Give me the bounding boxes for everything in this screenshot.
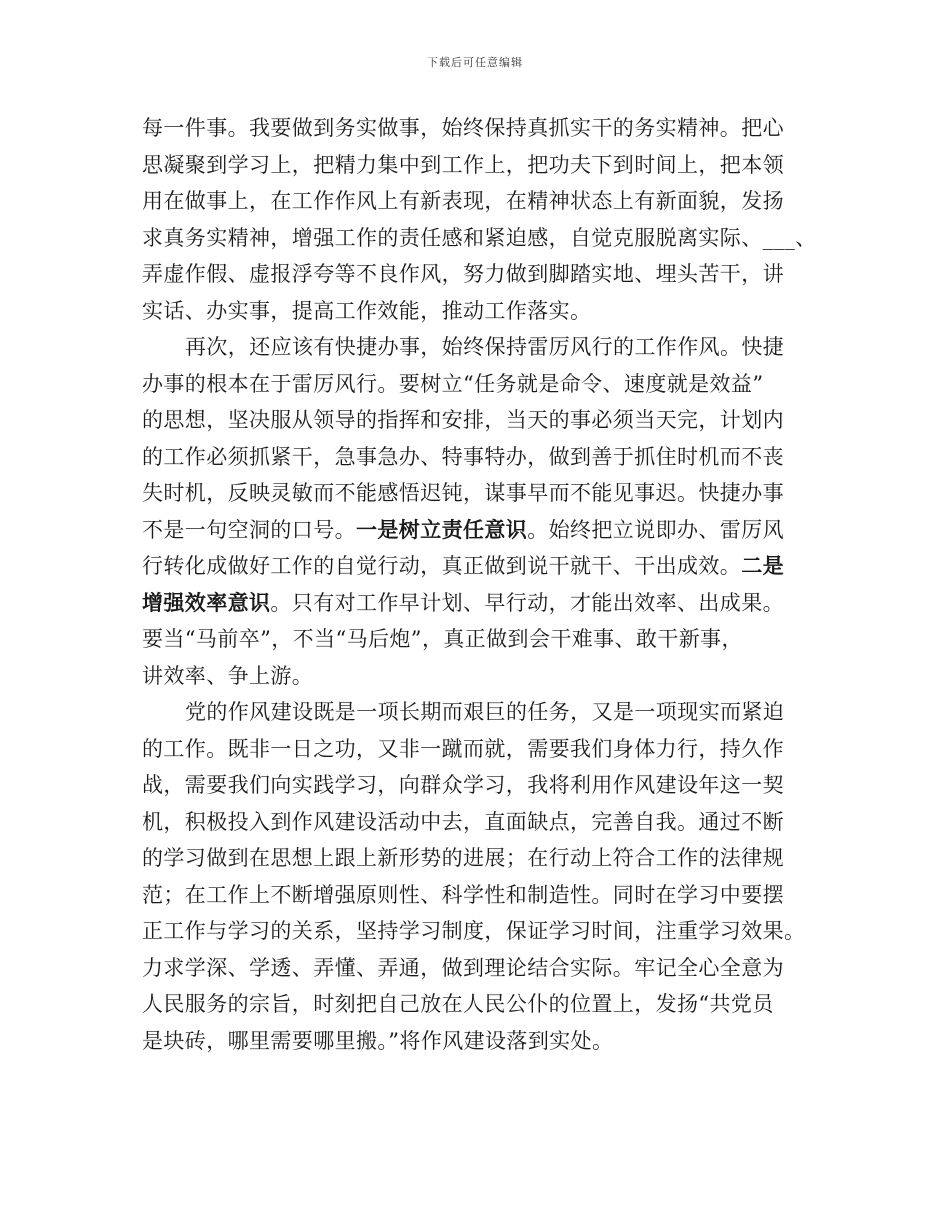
text-run: 行转化成做好工作的自觉行动，真正做到说干就干、干出成效。 — [142, 554, 742, 578]
text-line — [142, 1023, 814, 1060]
body-text — [142, 110, 817, 1059]
text-run: 是块砖，哪里需要哪里搬。”将作风建设落到实处。 — [142, 1028, 614, 1053]
text-line — [142, 402, 814, 439]
text-run: 的工作。既非一日之功，又非一蹴而就，需要我们身体力行，持久作 — [142, 736, 784, 761]
text-line — [142, 804, 814, 841]
bold-text-run: 一是树立责任意识 — [356, 516, 528, 542]
text-run: 求真务实精神，增强工作的责任感和紧迫感，自觉克服脱离实际、___、 — [142, 225, 817, 250]
text-run: 每一件事。我要做到务实做事，始终保持真抓实干的务实精神。把心 — [142, 116, 784, 140]
text-line — [142, 986, 814, 1023]
text-line — [142, 183, 814, 220]
text-line — [142, 621, 814, 658]
bold-text-run: 二是 — [741, 553, 785, 578]
text-line — [142, 658, 814, 695]
text-line — [142, 512, 814, 549]
text-line — [142, 475, 814, 512]
text-run: 要当“马前卒”，不当“马后炮”，真正做到会干难事、敢干新事， — [142, 627, 743, 651]
text-run: 不是一句空洞的口号。 — [142, 517, 356, 542]
text-run: 实话、办实事，提高工作效能，推动工作落实。 — [142, 298, 592, 323]
text-run: 办事的根本在于雷厉风行。要树立“任务就是命令、速度就是效益” — [142, 371, 764, 396]
text-line — [142, 256, 814, 293]
text-line — [142, 767, 814, 804]
text-run: 再次，还应该有快捷办事，始终保持雷厉风行的工作作风。快捷 — [185, 335, 785, 359]
text-run: 用在做事上，在工作作风上有新表现，在精神状态上有新面貌，发扬 — [142, 189, 784, 213]
text-line — [142, 731, 814, 768]
text-run: 机，积极投入到作风建设活动中去，直面缺点，完善自我。通过不断 — [142, 809, 784, 834]
text-run: 讲效率、争上游。 — [142, 663, 314, 688]
text-line — [142, 694, 814, 731]
text-run: 力求学深、学透、弄懂、弄通，做到理论结合实际。牢记全心全意为 — [142, 955, 784, 980]
text-run: 正工作与学习的关系，坚持学习制度，保证学习时间，注重学习效果。 — [142, 919, 806, 943]
text-run: 战，需要我们向实践学习，向群众学习，我将利用作风建设年这一契 — [142, 773, 784, 797]
bold-text-run: 增强效率意识 — [142, 589, 271, 615]
text-run: 的思想，坚决服从领导的指挥和安排，当天的事必须当天完，计划内 — [142, 408, 784, 432]
text-line — [142, 548, 814, 585]
text-run: 。只有对工作早计划、早行动，才能出效率、出成果。 — [270, 590, 785, 615]
text-line — [142, 439, 814, 476]
text-run: 党的作风建设既是一项长期而艰巨的任务，又是一项现实而紧迫 — [185, 700, 785, 724]
text-line — [142, 585, 814, 622]
text-run: 弄虚作假、虚报浮夸等不良作风，努力做到脚踏实地、埋头苦干，讲 — [142, 262, 784, 286]
page-header: 下载后可任意编辑 — [427, 56, 523, 69]
text-line — [142, 366, 814, 403]
text-line — [142, 329, 814, 366]
text-line — [142, 293, 814, 330]
text-line — [142, 220, 817, 257]
text-line — [142, 840, 814, 877]
text-line — [142, 913, 814, 950]
text-run: 的工作必须抓紧干，急事急办、特事特办，做到善于抓住时机而不丧 — [142, 444, 784, 469]
text-line — [142, 877, 814, 914]
text-run: 范；在工作上不断增强原则性、科学性和制造性。同时在学习中要摆 — [142, 882, 784, 907]
text-run: 的学习做到在思想上跟上新形势的进展；在行动上符合工作的法律规 — [142, 846, 784, 870]
text-run: 。始终把立说即办、雷厉风 — [527, 517, 785, 542]
text-run: 失时机，反映灵敏而不能感悟迟钝，谋事早而不能见事迟。快捷办事 — [142, 481, 784, 505]
text-line — [142, 110, 814, 147]
text-line — [142, 950, 814, 987]
text-run: 思凝聚到学习上，把精力集中到工作上，把功夫下到时间上，把本领 — [142, 152, 784, 177]
text-run: 人民服务的宗旨，时刻把自己放在人民公仆的位置上，发扬“共党员 — [142, 992, 774, 1016]
text-line — [142, 147, 814, 184]
